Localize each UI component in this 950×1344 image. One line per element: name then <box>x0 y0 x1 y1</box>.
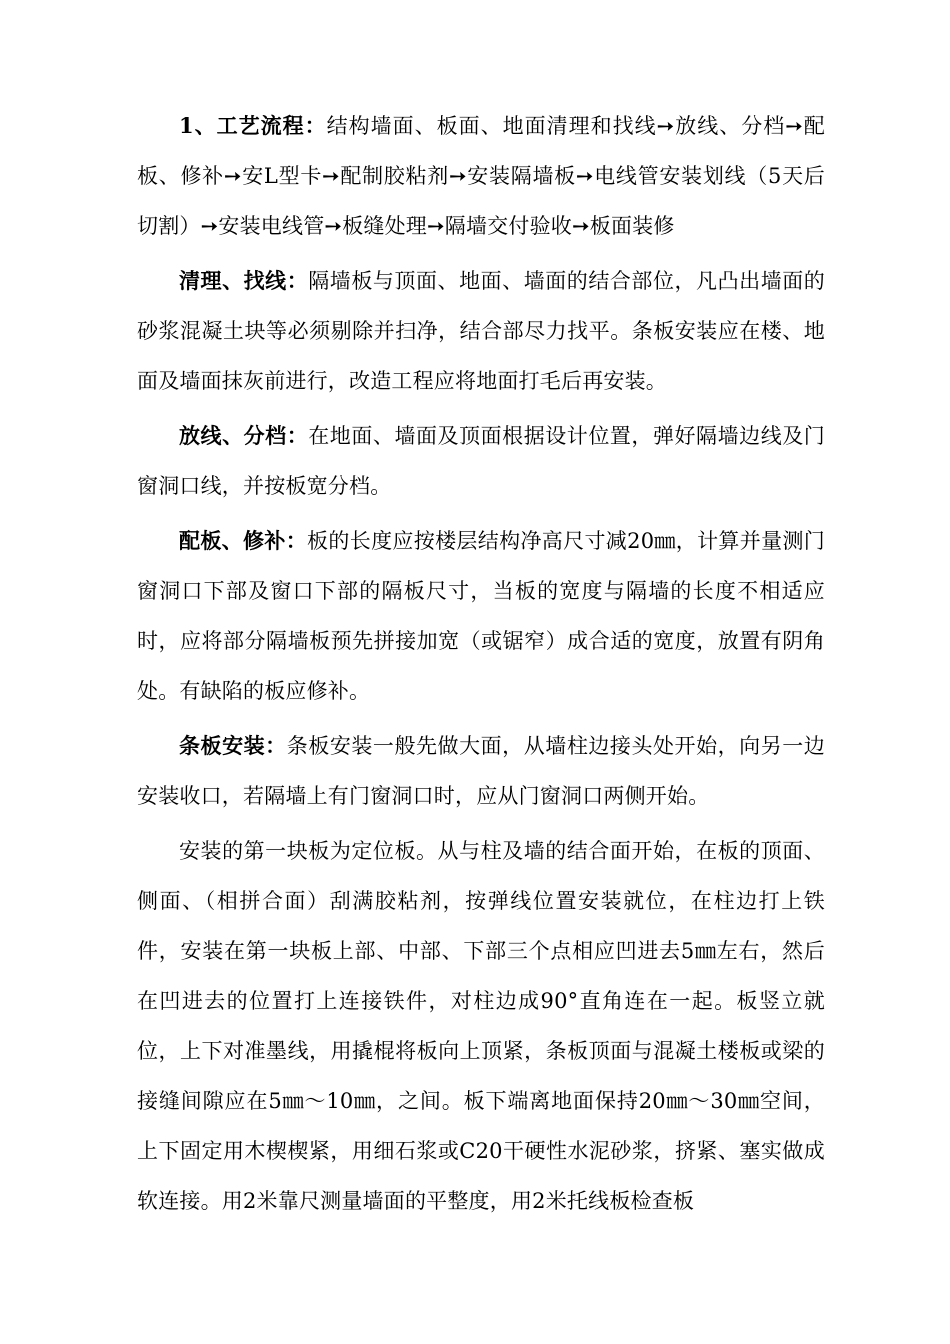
paragraph-text: 隔墙板与顶面、地面、墙面的结合部位，凡凸出墙面的砂浆混凝土块等必须剔除并扫净，结合部尽力找平。条板安装应在楼、地面及墙面抹灰前进行，改造工程应将地面打毛后再安装。 <box>137 269 825 393</box>
paragraph-lead: 配板、修补： <box>179 528 308 553</box>
document-page <box>137 101 825 1231</box>
paragraph-cleanup <box>137 256 825 406</box>
paragraph-text: 在地面、墙面及顶面根据设计位置，弹好隔墙边线及门窗洞口线，并按板宽分档。 <box>137 424 825 498</box>
paragraph-text: 结构墙面、板面、地面清理和找线➙放线、分档➙配板、修补➙安L型卡➙配制胶粘剂➙安装隔墙板➙电线管安装划线（5天后切割）➙安装电线管➙板缝处理➙隔墙交付验收➙板面装修 <box>137 114 825 238</box>
paragraph-lead: 清理、找线： <box>179 268 309 293</box>
paragraph-layout <box>137 411 825 511</box>
paragraph-lead: 1、工艺流程： <box>179 113 327 138</box>
paragraph-text: 条板安装一般先做大面，从墙柱边接头处开始，向另一边安装收口，若隔墙上有门窗洞口时，应从门窗洞口两侧开始。 <box>137 734 826 808</box>
paragraph-board-prep <box>137 516 825 716</box>
paragraph-installation <box>137 721 825 821</box>
paragraph-text: 板的长度应按楼层结构净高尺寸减20㎜，计算并量测门窗洞口下部及窗口下部的隔板尺寸，当板的宽度与隔墙的长度不相适应时，应将部分隔墙板预先拼接加宽（或锯窄）成合适的宽度，放置有阴角处。有缺陷的板应修补。 <box>137 529 825 703</box>
paragraph-text: 安装的第一块板为定位板。从与柱及墙的结合面开始，在板的顶面、侧面、（相拼合面）刮满胶粘剂，按弹线位置安装就位，在柱边打上铁件，安装在第一块板上部、中部、下部三个点相应凹进去5㎜左右，然后在凹进去的位置打上连接铁件，对柱边成90°直角连在一起。板竖立就位，上下对准墨线，用撬棍将板向上顶紧，条板顶面与混凝土楼板或梁的接缝间隙应在5㎜～10㎜，之间。板下端离地面保持20㎜～30㎜空间，上下固定用木楔楔紧，用细石浆或C20干硬性水泥砂浆，挤紧、塞实做成软连接。用2米靠尺测量墙面的平整度，用2米托线板检查板 <box>137 839 825 1213</box>
paragraph-lead: 放线、分档： <box>179 423 309 448</box>
paragraph-positioning-board <box>137 826 825 1226</box>
paragraph-process-flow <box>137 101 825 251</box>
paragraph-lead: 条板安装： <box>179 733 287 758</box>
